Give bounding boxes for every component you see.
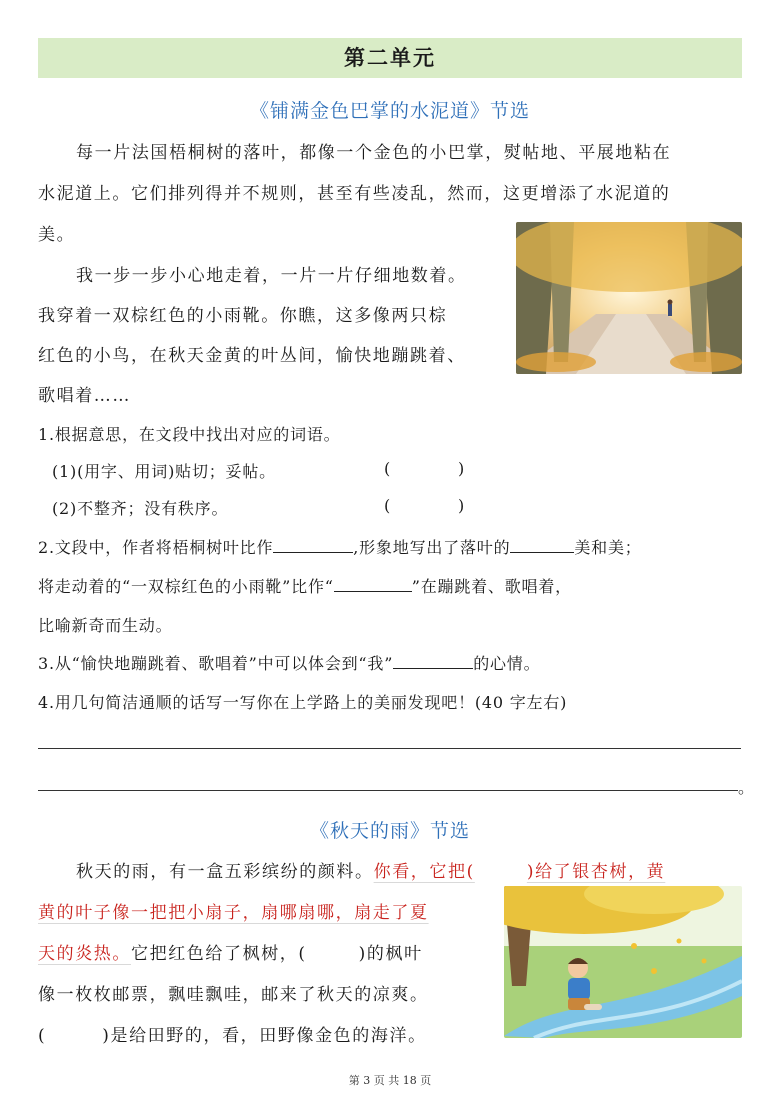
question-3 <box>38 651 540 674</box>
question-1-1: (1)(用字、用词)贴切；妥帖。 <box>52 462 276 481</box>
q3-blank[interactable] <box>393 654 473 669</box>
poem-line1-a: 秋天的雨，有一盒五彩缤纷的颜料。 <box>76 862 374 882</box>
answer-line-1[interactable] <box>38 748 741 749</box>
section2-title: 《秋天的雨》节选 <box>309 820 470 842</box>
poem-line2: 黄的叶子像一把把小扇子，扇哪扇哪，扇走了夏 <box>38 903 429 923</box>
para1-line3: 美。 <box>38 225 76 245</box>
q2-text-c: 美和美； <box>574 538 642 557</box>
section1-title: 《铺满金色巴掌的水泥道》节选 <box>249 100 530 122</box>
q2-blank-1[interactable] <box>273 538 353 553</box>
unit-title: 第二单元 <box>344 45 436 70</box>
tree-path-illustration <box>516 222 742 374</box>
q1-2-paren-close: ) <box>458 496 466 515</box>
para2-line2: 我穿着一双棕红色的小雨靴。你瞧，这多像两只棕 <box>38 306 448 326</box>
q2-text-e: ”在蹦跳着、歌唱着， <box>411 577 572 596</box>
answer-period: 。 <box>738 778 755 797</box>
para1-line2: 水泥道上。它们排列得并不规则，甚至有些凌乱，然而，这更增添了水泥道的 <box>38 184 671 204</box>
poem-line3-a: 天的炎热。 <box>38 944 131 964</box>
para1-line1: 每一片法国梧桐树的落叶，都像一个金色的小巴掌，熨帖地、平展地粘在 <box>76 143 672 163</box>
poem-line5 <box>38 1021 427 1046</box>
q2-text-d: 将走动着的“一双棕红色的小雨靴”比作“ <box>38 577 334 596</box>
para2-line1: 我一步一步小心地走着，一片一片仔细地数着。 <box>76 266 467 286</box>
question-2-line1 <box>38 535 642 558</box>
poem-line3-c: )的枫叶 <box>358 944 423 964</box>
q1-2-paren-open: ( <box>384 496 392 515</box>
poem-line4: 像一枚枚邮票，飘哇飘哇，邮来了秋天的凉爽。 <box>38 985 429 1005</box>
answer-line-2[interactable] <box>38 790 738 791</box>
page-footer: 第 3 页 共 18 页 <box>348 1074 432 1087</box>
q1-1-paren-close: ) <box>458 459 466 478</box>
poem-line1 <box>76 857 665 882</box>
para2-line4: 歌唱着…… <box>38 386 131 406</box>
q2-text-b: ,形象地写出了落叶的 <box>353 538 511 557</box>
q3-text-b: 的心情。 <box>473 654 541 673</box>
poem-line5-a: ( <box>38 1026 47 1046</box>
poem-line3 <box>38 939 423 964</box>
question-4: 4.用几句简洁通顺的话写一写你在上学路上的美丽发现吧！(40 字左右) <box>38 693 568 712</box>
poem-line1-b: 你看，它把( <box>373 862 475 882</box>
question-1: 1.根据意思，在文段中找出对应的词语。 <box>38 425 341 444</box>
poem-line1-c: )给了银杏树，黄 <box>526 862 666 882</box>
question-2-line2 <box>38 574 572 597</box>
para2-line3: 红色的小鸟，在秋天金黄的叶丛间，愉快地蹦跳着、 <box>38 346 466 366</box>
q3-text-a: 3.从“愉快地蹦跳着、歌唱着”中可以体会到“我” <box>38 654 394 673</box>
q2-blank-2[interactable] <box>510 538 574 553</box>
poem-line5-b: )是给田野的，看，田野像金色的海洋。 <box>102 1026 427 1046</box>
question-2-line3: 比喻新奇而生动。 <box>38 616 173 635</box>
q2-blank-3[interactable] <box>334 577 412 592</box>
unit-banner <box>38 38 742 78</box>
poem-line3-b: 它把红色给了枫树，( <box>131 944 307 964</box>
q2-text-a: 2.文段中，作者将梧桐树叶比作 <box>38 538 274 557</box>
boy-stream-illustration <box>504 886 742 1038</box>
poem-blank-1[interactable] <box>475 862 527 882</box>
question-1-2: (2)不整齐；没有秩序。 <box>52 499 229 518</box>
q1-1-paren-open: ( <box>384 459 392 478</box>
